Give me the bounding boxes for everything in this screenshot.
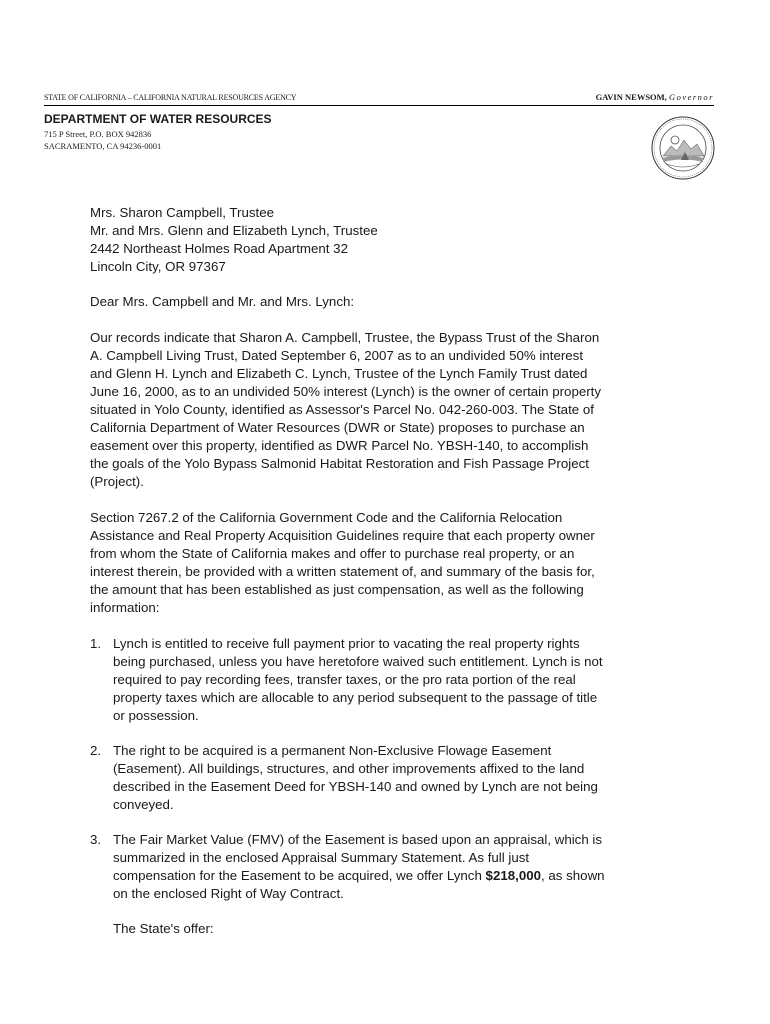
list-line: The Fair Market Value (FMV) of the Easement is based upon an appraisal, which is xyxy=(113,832,603,847)
recipient-line-1: Mrs. Sharon Campbell, Trustee xyxy=(90,205,275,220)
paragraph-line: and Glenn H. Lynch and Elizabeth C. Lynch, Trustee of the Lynch Family Trust dated xyxy=(90,366,588,381)
paragraph-line: California Department of Water Resources (DWR or State) proposes to purchase an xyxy=(90,420,585,435)
recipient-line-2: Mr. and Mrs. Glenn and Elizabeth Lynch, Trustee xyxy=(90,223,378,238)
list-line: summarized in the enclosed Appraisal Summary Statement. As full just xyxy=(113,850,530,865)
list-line: conveyed. xyxy=(113,797,174,812)
paragraph-line: Our records indicate that Sharon A. Campbell, Trustee, the Bypass Trust of the Sharon xyxy=(90,330,600,345)
paragraph-line: the amount that has been established as just compensation, as well as the following xyxy=(90,582,584,597)
paragraph-line: easement over this property, identified as DWR Parcel No. YBSH-140, to accomplish xyxy=(90,438,589,453)
recipient-line-3: 2442 Northeast Holmes Road Apartment 32 xyxy=(90,241,348,256)
address-line-2: SACRAMENTO, CA 94236-0001 xyxy=(44,141,162,151)
numbered-list xyxy=(90,635,690,903)
list-item xyxy=(90,742,690,814)
paragraph-2 xyxy=(90,509,690,617)
list-number: 1. xyxy=(90,636,102,651)
paragraph-line: situated in Yolo County, identified as Assessor's Parcel No. 042-260-003. The State of xyxy=(90,402,594,417)
governor-line xyxy=(596,92,714,102)
paragraph-line: A. Campbell Living Trust, Dated September 6, 2007 as to an undivided 50% interest xyxy=(90,348,584,363)
paragraph-line: interest therein, be provided with a written statement of, and summary of the basis for, xyxy=(90,564,595,579)
list-line-text: compensation for the Easement to be acquired, we offer Lynch xyxy=(113,868,486,883)
list-item xyxy=(90,831,690,903)
paragraph-line: (Project). xyxy=(90,474,144,489)
paragraph-line: Assistance and Real Property Acquisition Guidelines require that each property owner xyxy=(90,528,595,543)
state-seal-icon xyxy=(651,116,715,180)
list-line xyxy=(113,867,690,885)
address-line-1: 715 P Street, P.O. BOX 942836 xyxy=(44,129,152,139)
department-address xyxy=(44,128,161,152)
offer-label: The State's offer: xyxy=(113,921,214,936)
letter-body xyxy=(90,204,690,938)
list-line: property taxes which are allocable to any period subsequent to the passage of title xyxy=(113,690,598,705)
department-name: DEPARTMENT OF WATER RESOURCES xyxy=(44,112,272,126)
recipient-line-4: Lincoln City, OR 97367 xyxy=(90,259,226,274)
list-line-text: , as shown xyxy=(541,868,605,883)
list-line: being purchased, unless you have heretofore waived such entitlement. Lynch is not xyxy=(113,654,603,669)
paragraph-1 xyxy=(90,329,690,491)
salutation: Dear Mrs. Campbell and Mr. and Mrs. Lynch: xyxy=(90,294,355,309)
paragraph-line: June 16, 2000, as to an undivided 50% interest (Lynch) is the owner of certain property xyxy=(90,384,602,399)
list-number: 3. xyxy=(90,832,102,847)
list-line: Lynch is entitled to receive full payment prior to vacating the real property rights xyxy=(113,636,580,651)
paragraph-line: from whom the State of California makes and offer to purchase real property, or an xyxy=(90,546,575,561)
paragraph-line: information: xyxy=(90,600,160,615)
paragraph-line: the goals of the Yolo Bypass Salmonid Habitat Restoration and Fish Passage Project xyxy=(90,456,589,471)
list-item xyxy=(90,635,690,725)
agency-line: STATE OF CALIFORNIA – CALIFORNIA NATURAL RESOURCES AGENCY xyxy=(44,93,297,102)
offer-amount: $218,000 xyxy=(485,868,542,883)
list-line: on the enclosed Right of Way Contract. xyxy=(113,886,344,901)
governor-title: Governor xyxy=(668,92,714,102)
list-line: (Easement). All buildings, structures, and other improvements affixed to the land xyxy=(113,761,585,776)
letterhead-rule xyxy=(44,93,714,106)
list-line: required to pay recording fees, transfer taxes, or the pro rata portion of the real xyxy=(113,672,576,687)
list-line: or possession. xyxy=(113,708,199,723)
list-number: 2. xyxy=(90,743,102,758)
governor-name: GAVIN NEWSOM, xyxy=(595,92,667,102)
list-line: described in the Easement Deed for YBSH-140 and owned by Lynch are not being xyxy=(113,779,598,794)
recipient-block xyxy=(90,204,690,276)
paragraph-line: Section 7267.2 of the California Government Code and the California Relocation xyxy=(90,510,563,525)
list-line: The right to be acquired is a permanent Non-Exclusive Flowage Easement xyxy=(113,743,552,758)
